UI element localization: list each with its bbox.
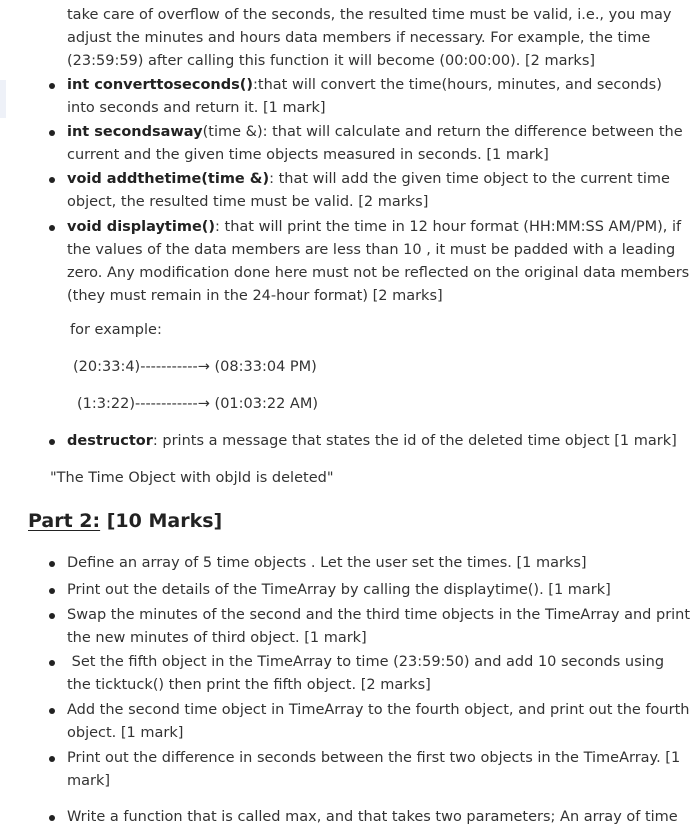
part2-item-text: Write a function that is called max, and that takes two parameters; An array of time	[67, 809, 678, 825]
destructor-message: "The Time Object with objId is deleted"	[50, 470, 334, 486]
example-line-2: (1:3:22)------------→ (01:03:22 AM)	[77, 396, 319, 412]
part2-item	[67, 552, 692, 575]
function-desc: : that will add the given time object to the current time object, the resulted time must be valid. [2 marks]	[67, 171, 670, 210]
function-desc: : prints a message that states the id of the deleted time object [1 mark]	[152, 433, 677, 449]
part2-item	[67, 806, 692, 829]
function-name: destructor	[67, 433, 153, 449]
part2-item-text: Swap the minutes of the second and the third time objects in the TimeArray and print the new minutes of third object. [1 mark]	[67, 607, 691, 646]
bullet	[49, 177, 55, 183]
bullet	[49, 225, 55, 231]
bullet	[49, 815, 55, 821]
part2-item	[67, 699, 692, 745]
part2-item	[67, 579, 692, 602]
left-margin-accent	[0, 80, 6, 118]
example-line-1: (20:33:4)-----------→ (08:33:04 PM)	[73, 359, 317, 375]
part2-item-text: Define an array of 5 time objects . Let the user set the times. [1 marks]	[67, 555, 587, 571]
list-item-addthetime	[67, 168, 692, 214]
function-name: int secondsaway	[67, 124, 203, 140]
bullet	[49, 83, 55, 89]
bullet	[49, 756, 55, 762]
bullet	[49, 613, 55, 619]
bullet	[49, 130, 55, 136]
part2-title: Part 2:	[28, 510, 101, 532]
part2-item-text: Add the second time object in TimeArray to the fourth object, and print out the fourth object. [1 mark]	[67, 702, 690, 741]
function-desc: : that will print the time in 12 hour format (HH:MM:SS AM/PM), if the values of the data members are less than 10 , it must be padded with a leading zero. Any modification done here must not be reflected on the original data members (they must remain in the 24-hour format) [2 marks]	[67, 219, 690, 304]
bullet	[49, 588, 55, 594]
part2-item-text: Print out the details of the TimeArray by calling the displaytime(). [1 mark]	[67, 582, 611, 598]
bullet	[49, 561, 55, 567]
list-item-displaytime	[67, 216, 692, 308]
bullet	[49, 708, 55, 714]
function-name: int converttoseconds()	[67, 77, 254, 93]
list-item-secondsaway	[67, 121, 692, 167]
list-item-converttoseconds	[67, 74, 692, 120]
function-name: void displaytime()	[67, 219, 216, 235]
function-desc: :that will convert the time(hours, minutes, and seconds) into seconds and return it. [1 mark]	[67, 77, 662, 116]
part2-item-text: Set the fifth object in the TimeArray to time (23:59:50) and add 10 seconds using the ticktuck() then print the fifth object. [2 marks]	[67, 654, 669, 693]
bullet	[49, 660, 55, 666]
list-item-destructor	[67, 430, 692, 453]
example-label: for example:	[70, 322, 162, 338]
function-desc: (time &): that will calculate and return the difference between the current and the given time objects measured in seconds. [1 mark]	[67, 124, 683, 163]
overflow-paragraph: take care of overflow of the seconds, the resulted time must be valid, i.e., you may adjust the minutes and hours data members if necessary. For example, the time (23:59:59) after calling this function it will become (00:00:00). [2 marks]	[67, 7, 672, 69]
part2-item	[67, 747, 692, 793]
part2-heading	[28, 508, 222, 534]
part2-item	[67, 651, 692, 697]
part2-item	[67, 604, 692, 650]
part2-item-text: Print out the difference in seconds between the first two objects in the TimeArray. [1 mark]	[67, 750, 681, 789]
part2-marks: [10 Marks]	[106, 510, 223, 532]
bullet	[49, 439, 55, 445]
function-name: void addthetime(time &)	[67, 171, 270, 187]
